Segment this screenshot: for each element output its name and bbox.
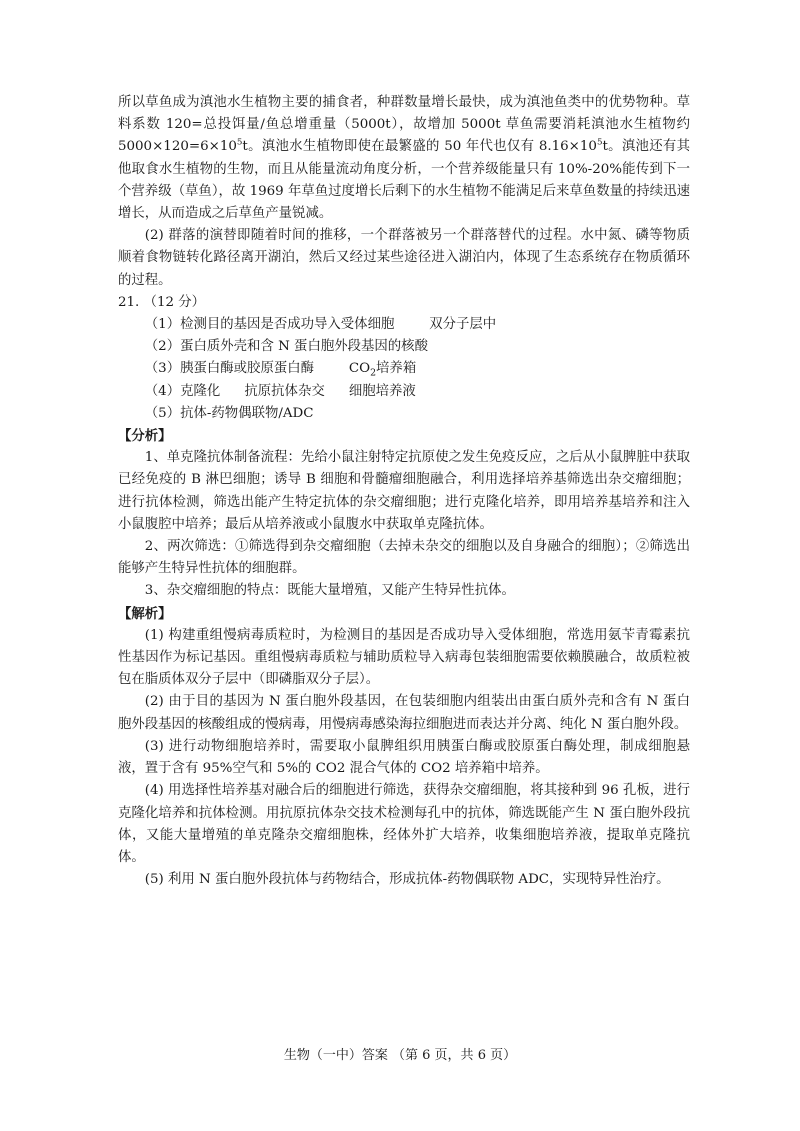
page-footer: 生物（一中）答案 （第 6 页，共 6 页）	[283, 1048, 517, 1063]
explanation-paragraph-4: (4) 用选择性培养基对融合后的细胞进行筛选，获得杂交瘤细胞，将其接种到 96 孔板，进行克隆化培养和抗体检测。用抗原抗体杂交技术检测每孔中的抗体，筛选既能产生 N 蛋白胞外段抗体，又能大量增殖的单克隆杂交瘤细胞株，经体外扩大培养，收集细胞培养液，提取单克隆抗体。	[118, 783, 690, 865]
explanation-paragraph-1: (1) 构建重组慢病毒质粒时，为检测目的基因是否成功导入受体细胞，常选用氨苄青霉素抗性基因作为标记基因。重组慢病毒质粒与辅助质粒导入病毒包装细胞需要依赖膜融合，故质粒被包在脂质体双分子层中（即磷脂双分子层）。	[118, 627, 690, 688]
paragraph-grass-carp: 所以草鱼成为滇池水生植物主要的捕食者，种群数量增长最快，成为滇池鱼类中的优势物种。草料系数 120=总投饵量/鱼总增重量（5000t），故增加 5000t 草鱼需要消耗滇池水生植物约 $5000\times 120=6\times 10^5t$。滇池水生植物即使在最繁盛的 50 年代也仅有 $8.16\times 10^5t$。滇池还有其他取食水生植物的生物，而且从能量流动角度分析，一个营养级能量只有 10%-20%能传到下一个营养级（草鱼），故 1969 年草鱼过度增长后剩下的水生植物不能满足后来草鱼数量的持续迅速增长，从而造成之后草鱼产量锐减。	[118, 95, 690, 222]
q21-answer-5: （5）抗体-药物偶联物/ADC	[144, 405, 314, 421]
q21-answer-2: （2）蛋白质外壳和含 N 蛋白胞外段基因的核酸	[144, 339, 428, 355]
analysis-heading: 【分析】	[118, 428, 172, 445]
explanation-paragraph-2: (2) 由于目的基因为 N 蛋白胞外段基因，在包装细胞内组装出由蛋白质外壳和含有 N 蛋白胞外段基因的核酸组成的慢病毒，用慢病毒感染海拉细胞进而表达并分离、纯化 N 蛋白胞外段。	[118, 694, 690, 732]
question-21-title: 21. （12 分）	[118, 294, 206, 310]
explanation-paragraph-5: (5) 利用 N 蛋白胞外段抗体与药物结合，形成抗体-药物偶联物 ADC，实现特异性治疗。	[144, 872, 670, 888]
analysis-paragraph-2: 2、两次筛选：①筛选得到杂交瘤细胞（去掉未杂交的细胞以及自身融合的细胞）；②筛选出能够产生特异性抗体的细胞群。	[118, 539, 690, 577]
explanation-heading: 【解析】	[118, 605, 172, 622]
answer-page-content	[118, 92, 690, 891]
analysis-paragraph-3: 3、杂交瘤细胞的特点：既能大量增殖，又能产生特异性抗体。	[144, 583, 515, 599]
q21-answer-3: （3）胰蛋白酶或胶原蛋白酶 $CO_2$培养箱	[144, 361, 417, 380]
paragraph-succession: (2) 群落的演替即随着时间的推移，一个群落被另一个群落替代的过程。水中氮、磷等物质顺着食物链转化路径离开湖泊，然后又经过某些途径进入湖泊内，体现了生态系统存在物质循环的过程。	[118, 228, 690, 288]
explanation-paragraph-3: (3) 进行动物细胞培养时，需要取小鼠脾组织用胰蛋白酶或胶原蛋白酶处理，制成细胞悬液，置于含有 95%空气和 5%的 CO2 混合气体的 CO2 培养箱中培养。	[118, 738, 690, 777]
q21-answer-4: （4）克隆化 抗原抗体杂交 细胞培养液	[144, 383, 416, 399]
q21-answer-1: （1）检测目的基因是否成功导入受体细胞 双分子层中	[144, 317, 497, 333]
analysis-paragraph-1: 1、单克隆抗体制备流程：先给小鼠注射特定抗原使之发生免疫反应，之后从小鼠脾脏中获取已经免疫的 B 淋巴细胞；诱导 B 细胞和骨髓瘤细胞融合，利用选择培养基筛选出杂交瘤细胞；进行抗体检测，筛选出能产生特定抗体的杂交瘤细胞；进行克隆化培养，即用培养基培养和注入小鼠腹腔中培养；最后从培养液或小鼠腹水中获取单克隆抗体。	[118, 450, 690, 532]
